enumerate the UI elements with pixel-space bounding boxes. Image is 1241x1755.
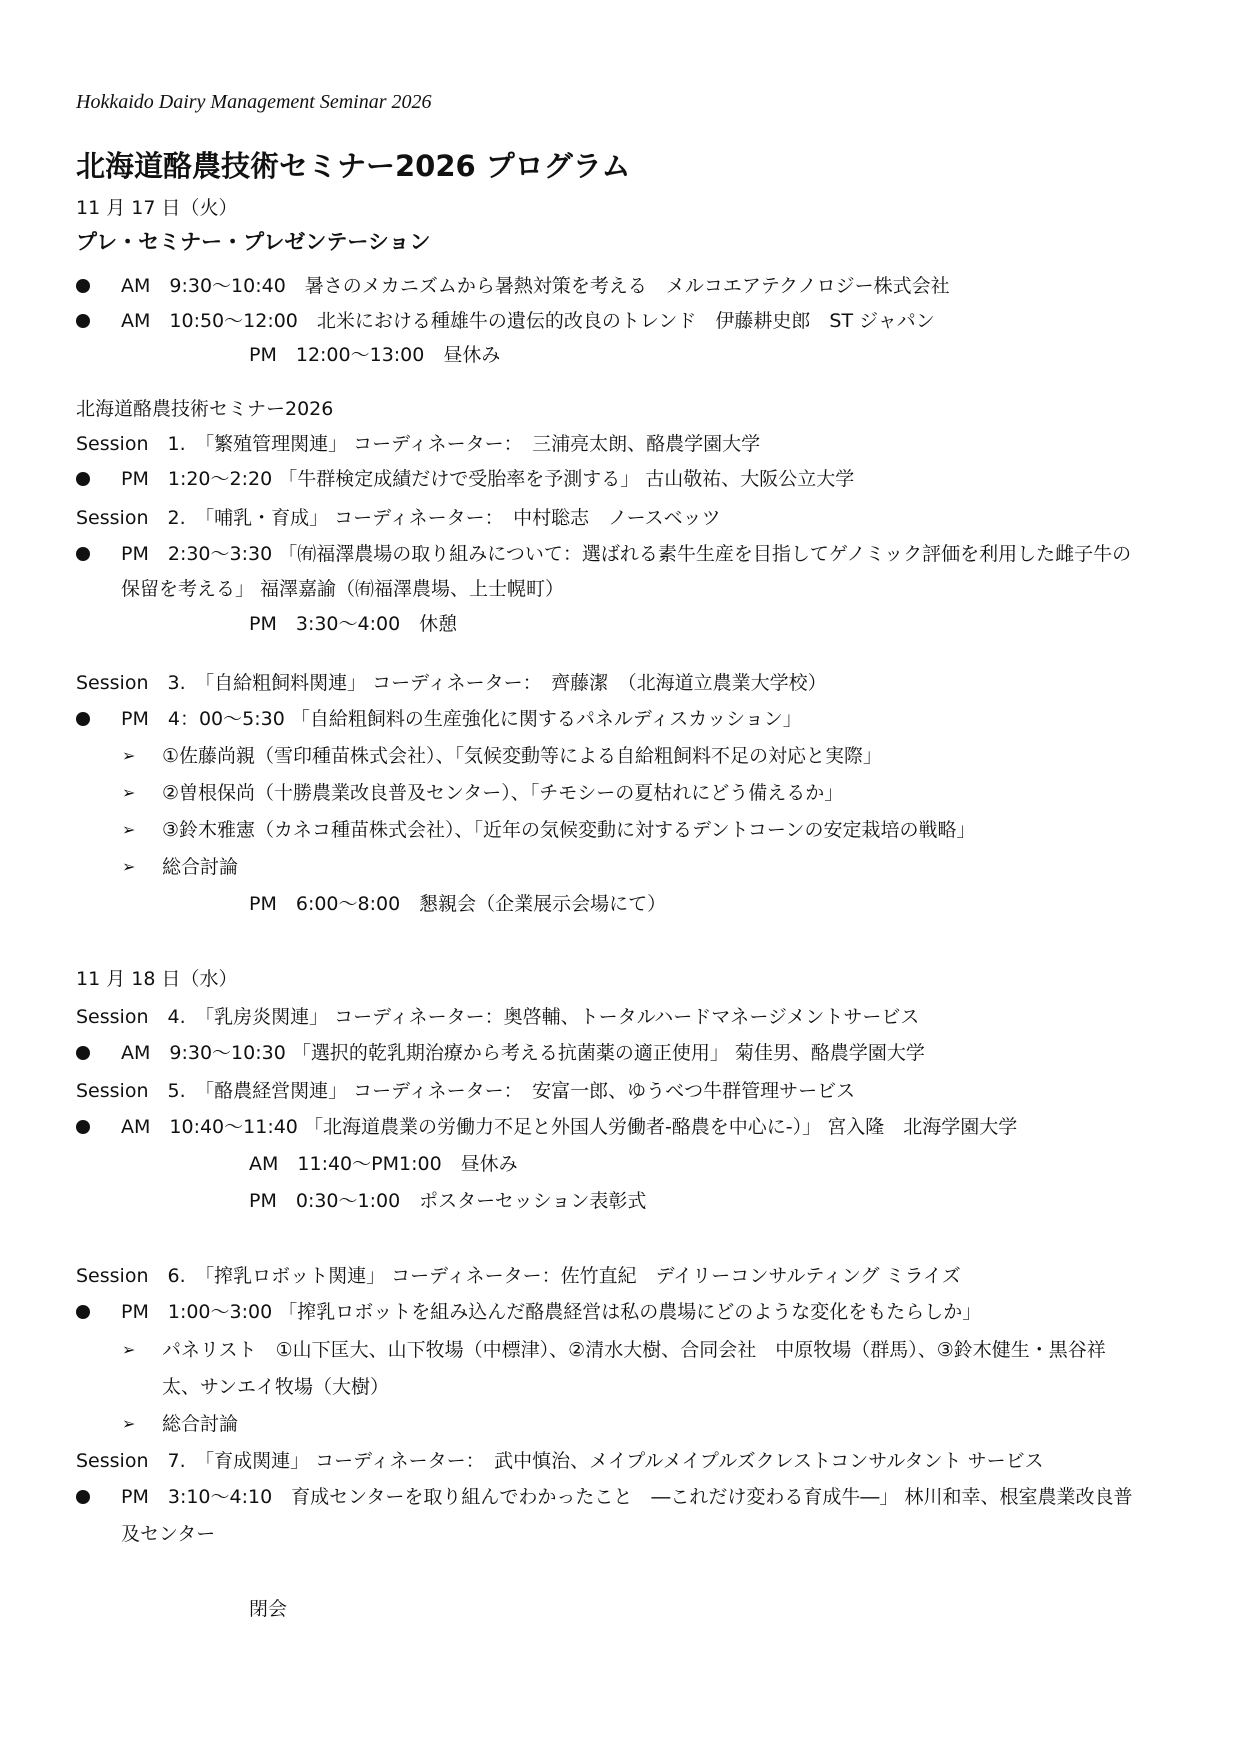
arrowhead-bullet-icon: ➢ [122, 783, 136, 802]
day2-lunch: AM 11:40～PM1:00 昼休み [249, 1153, 518, 1175]
day1-reception: PM 6:00～8:00 懇親会（企業展示会場にて） [249, 893, 667, 915]
session-6-panelists-line-1: パネリスト ①山下匡大、山下牧場（中標津）、②清水大樹、合同会社 中原牧場（群馬）、③鈴木健生・黒谷祥 [162, 1339, 1106, 1361]
english-title: Hokkaido Dairy Management Seminar 2026 [76, 91, 432, 113]
pre-seminar-item-1: AM 9:30～10:40 暑さのメカニズムから暑熱対策を考える メルコエアテクノロジー株式会社 [121, 275, 950, 297]
session-5-heading: Session 5. 「酪農経営関連」 コーディネーター： 安富一郎、ゆうべつ牛群管理サービス [76, 1080, 856, 1102]
arrowhead-bullet-icon: ➢ [122, 857, 136, 876]
filled-circle-bullet-icon [76, 1490, 90, 1504]
session-6-item: PM 1:00～3:00 「搾乳ロボットを組み込んだ酪農経営は私の農場にどのような変化をもたらしか」 [121, 1301, 982, 1323]
session-2-item-line-1: PM 2:30～3:30 「㈲福澤農場の取り組みについて：選ばれる素牛生産を目指してゲノミック評価を利用した雌子牛の [121, 543, 1132, 565]
day1-break: PM 3:30～4:00 休憩 [249, 613, 458, 635]
day1-date: 11 月 17 日（火） [76, 197, 238, 219]
filled-circle-bullet-icon [76, 1120, 90, 1134]
session-7-item-line-2: 及センター [121, 1523, 216, 1545]
filled-circle-bullet-icon [76, 1046, 90, 1060]
session-6-discussion: 総合討論 [162, 1413, 239, 1435]
filled-circle-bullet-icon [76, 279, 90, 293]
session-3-panelist-1: ①佐藤尚親（雪印種苗株式会社）、「気候変動等による自給粗飼料不足の対応と実際」 [162, 745, 883, 767]
session-3-discussion: 総合討論 [162, 856, 239, 878]
filled-circle-bullet-icon [76, 712, 90, 726]
day2-poster-award: PM 0:30～1:00 ポスターセッション表彰式 [249, 1190, 647, 1212]
arrowhead-bullet-icon: ➢ [122, 746, 136, 765]
session-4-item: AM 9:30～10:30 「選択的乾乳期治療から考える抗菌薬の適正使用」 菊佳男、酪農学園大学 [121, 1042, 925, 1064]
session-1-item: PM 1:20～2:20 「牛群検定成績だけで受胎率を予測する」 古山敬祐、大阪公立大学 [121, 468, 855, 490]
arrowhead-bullet-icon: ➢ [122, 1340, 136, 1359]
seminar-title: 北海道酪農技術セミナー2026 [76, 398, 334, 420]
session-3-item: PM 4：00～5:30 「自給粗飼料の生産強化に関するパネルディスカッション」 [121, 708, 802, 730]
session-5-item: AM 10:40～11:40 「北海道農業の労働力不足と外国人労働者-酪農を中心に-）」 宮入隆 北海学園大学 [121, 1116, 1018, 1138]
closing: 閉会 [249, 1598, 288, 1620]
session-6-heading: Session 6. 「搾乳ロボット関連」 コーディネーター：佐竹直紀 デイリーコンサルティング ミライズ [76, 1265, 961, 1287]
day1-lunch: PM 12:00～13:00 昼休み [249, 344, 501, 366]
pre-seminar-heading: プレ・セミナー・プレゼンテーション [76, 230, 431, 254]
filled-circle-bullet-icon [76, 547, 90, 561]
day2-date: 11 月 18 日（水） [76, 968, 238, 990]
page-title: 北海道酪農技術セミナー2026 プログラム [76, 149, 631, 183]
session-2-heading: Session 2. 「哺乳・育成」 コーディネーター： 中村聡志 ノースベッツ [76, 507, 721, 529]
filled-circle-bullet-icon [76, 314, 90, 328]
pre-seminar-item-2: AM 10:50～12:00 北米における種雄牛の遺伝的改良のトレンド 伊藤耕史郎 ST ジャパン [121, 310, 935, 332]
session-3-panelist-3: ③鈴木雅憲（カネコ種苗株式会社）、「近年の気候変動に対するデントコーンの安定栽培の戦略」 [162, 819, 976, 841]
session-2-item-line-2: 保留を考える」 福澤嘉諭（㈲福澤農場、上士幌町） [121, 578, 565, 600]
filled-circle-bullet-icon [76, 472, 90, 486]
session-3-panelist-2: ②曽根保尚（十勝農業改良普及センター）、「チモシーの夏枯れにどう備えるか」 [162, 782, 844, 804]
session-7-item-line-1: PM 3:10～4:10 育成センターを取り組んでわかったこと ―これだけ変わる育成牛―」 林川和幸、根室農業改良普 [121, 1486, 1133, 1508]
session-1-heading: Session 1. 「繁殖管理関連」 コーディネーター： 三浦亮太朗、酪農学園大学 [76, 433, 761, 455]
session-7-heading: Session 7. 「育成関連」 コーディネーター： 武中慎治、メイプルメイプルズクレストコンサルタント サービス [76, 1450, 1044, 1472]
session-3-heading: Session 3. 「自給粗飼料関連」 コーディネーター： 齊藤潔 （北海道立農業大学校） [76, 672, 827, 694]
filled-circle-bullet-icon [76, 1305, 90, 1319]
session-4-heading: Session 4. 「乳房炎関連」 コーディネーター：奥啓輔、トータルハードマネージメントサービス [76, 1006, 920, 1028]
session-6-panelists-line-2: 太、サンエイ牧場（大樹） [162, 1376, 390, 1398]
arrowhead-bullet-icon: ➢ [122, 820, 136, 839]
arrowhead-bullet-icon: ➢ [122, 1414, 136, 1433]
